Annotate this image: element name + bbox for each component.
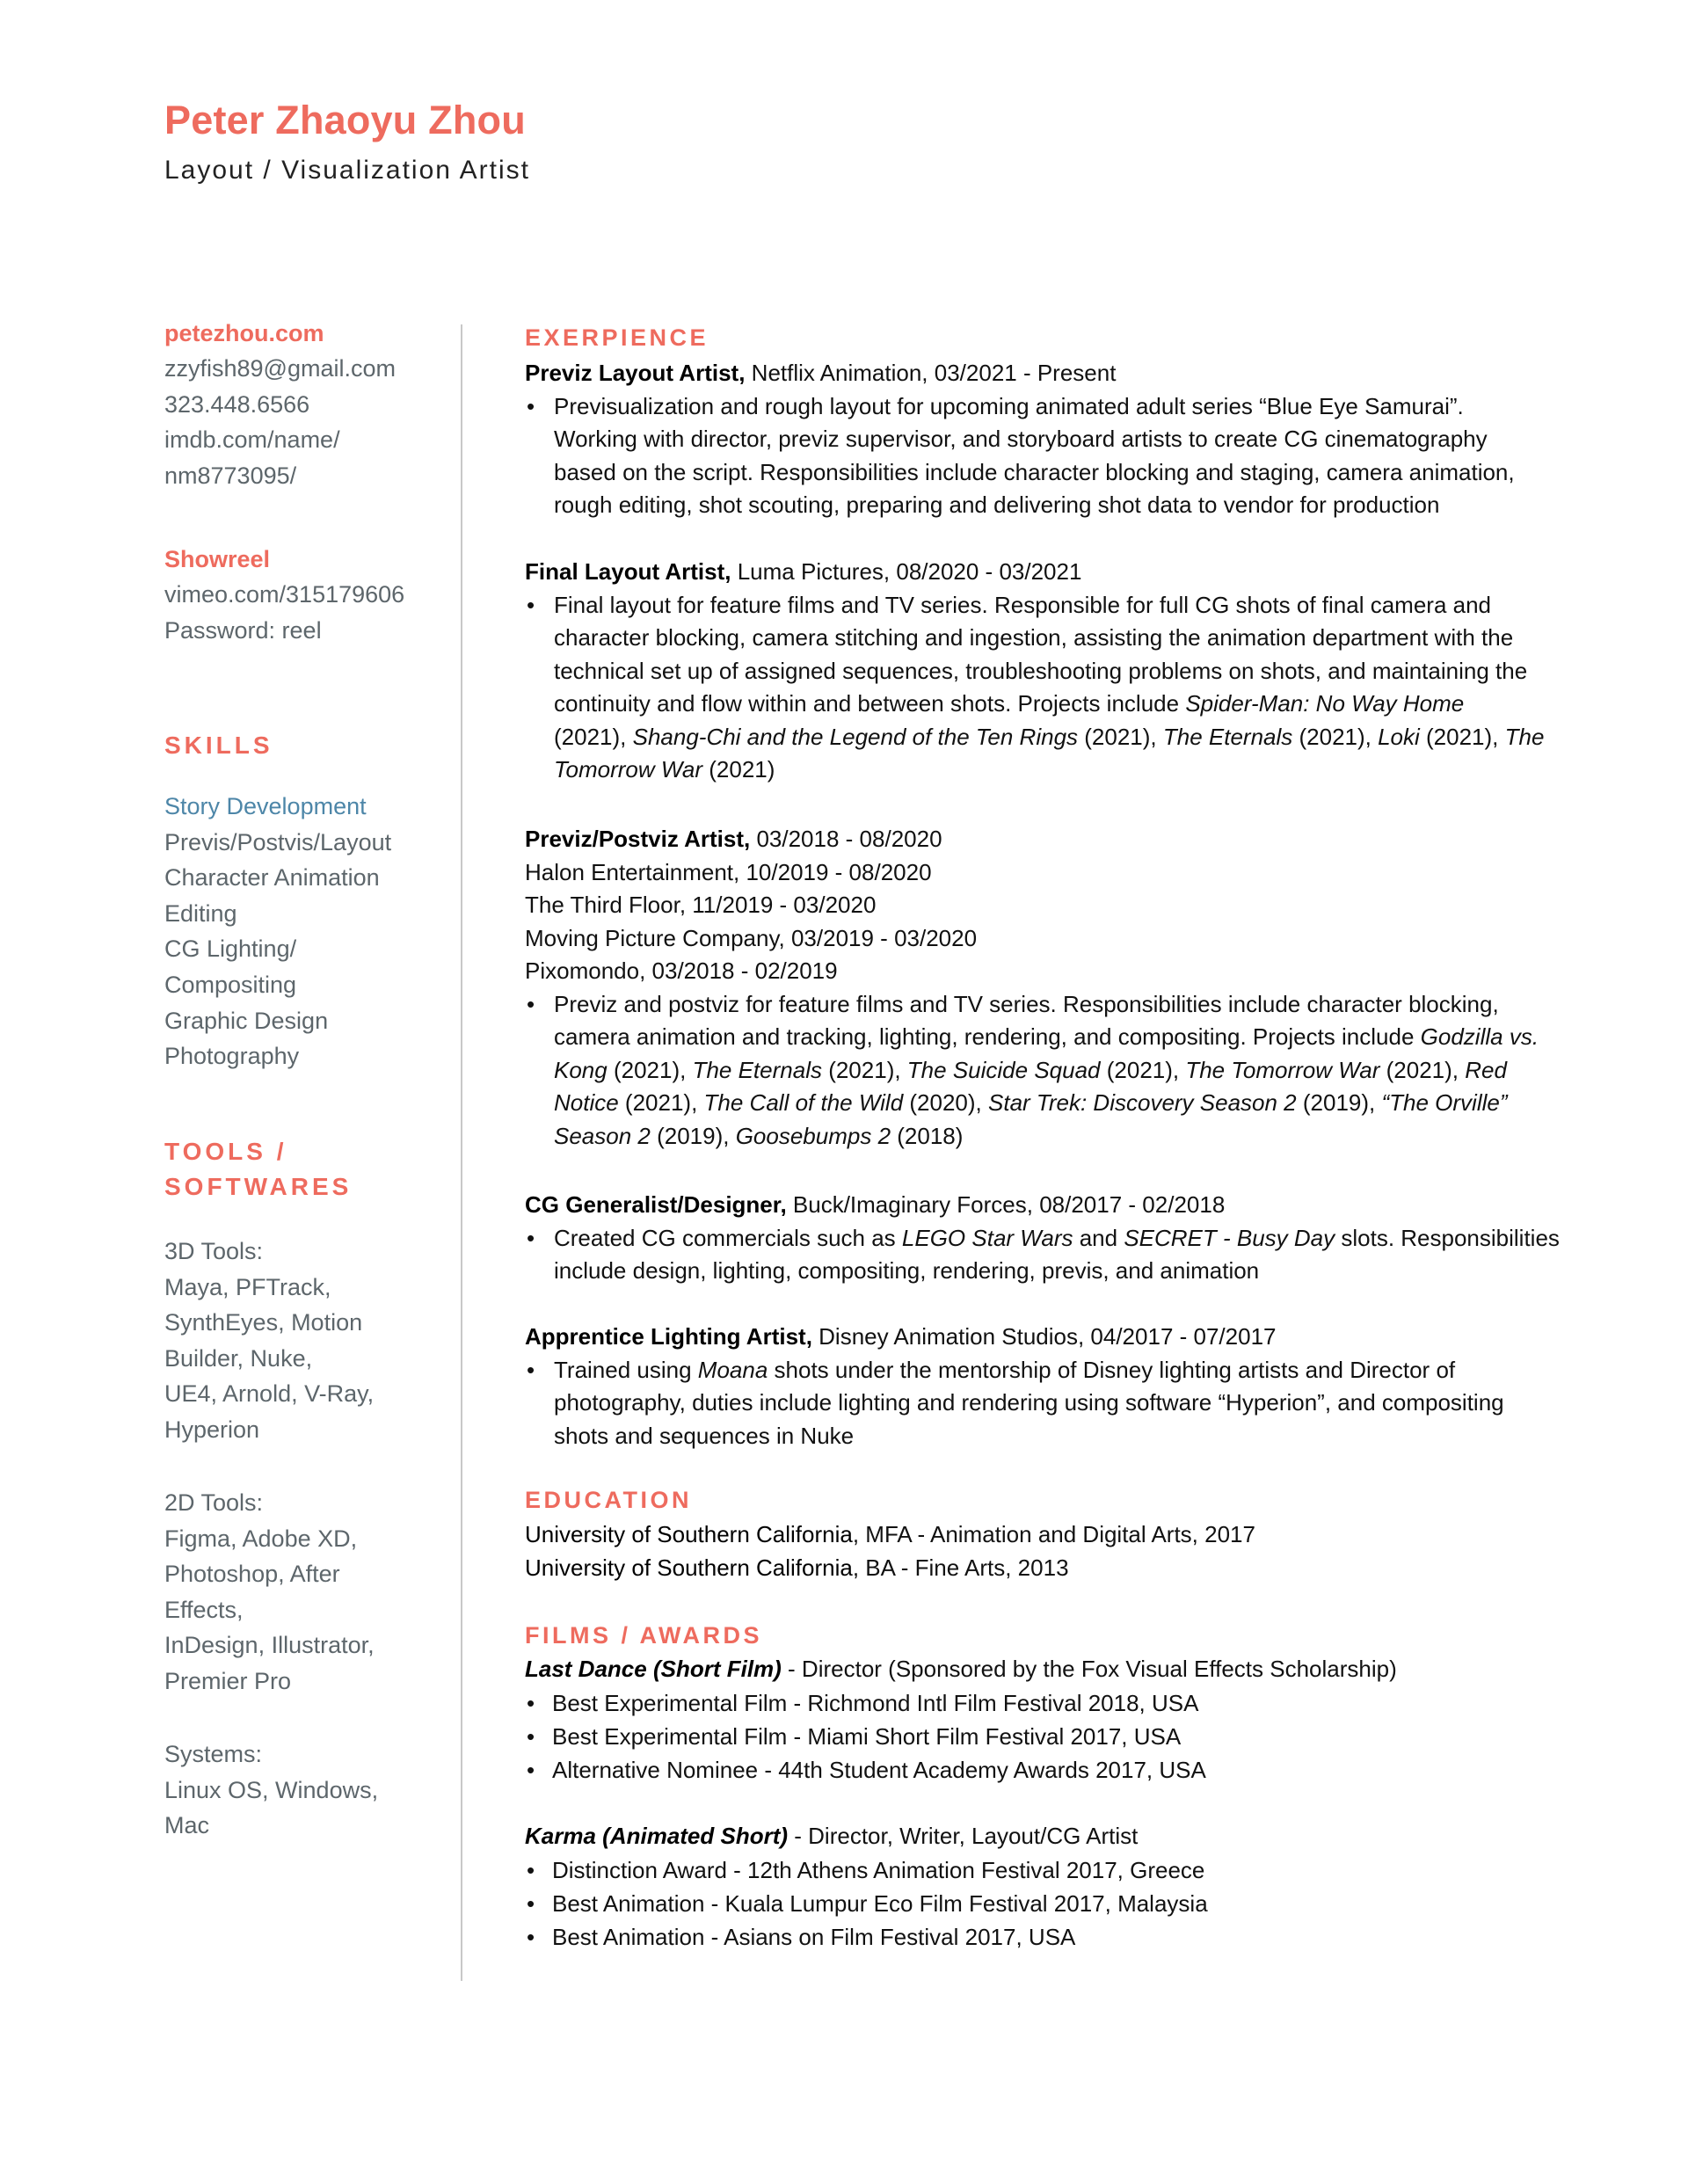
project-title: Loki [1378, 723, 1420, 750]
job-bullet [525, 390, 1536, 522]
job-bullet [525, 589, 1545, 787]
job-entry [525, 1189, 1560, 1288]
bullet-line [554, 688, 1536, 721]
bullet-text: (2021), [1379, 1056, 1466, 1083]
bullet-icon: • [527, 1689, 535, 1716]
skills-section [164, 728, 455, 763]
bullet-text: (2021), [821, 1056, 907, 1083]
contact-section [164, 316, 455, 493]
award-item [525, 1720, 1536, 1753]
tools-3d-line: Maya, PFTrack, [164, 1273, 331, 1300]
project-title: Star Trek: Discovery Season 2 [988, 1089, 1297, 1116]
job-details: 03/2018 - 08/2020 [750, 826, 942, 852]
bullet-line [554, 1021, 1539, 1054]
film-role: - Director, Writer, Layout/CG Artist [788, 1823, 1139, 1849]
bullet-icon: • [527, 1889, 535, 1917]
showreel-password: Password: reel [164, 616, 322, 644]
project-title: LEGO Star Wars [901, 1224, 1073, 1251]
award-item [525, 1686, 1536, 1720]
tools-2d-line: Effects, [164, 1596, 244, 1623]
bullet-text: (2021), [618, 1089, 704, 1116]
bullet-icon: • [527, 1756, 535, 1783]
systems-line: Mac [164, 1812, 210, 1839]
project-title: Shang-Chi and the Legend of the Ten Rings [632, 723, 1079, 750]
resume-name: Peter Zhaoyu Zhou [164, 98, 526, 142]
job-header [525, 823, 1536, 856]
bullet-text: (2021), [554, 723, 633, 750]
job-details: Netflix Animation, 03/2021 - Present [745, 360, 1117, 386]
bullet-line: Final layout for feature films and TV series. Responsible for full CG shots of final camera and [554, 591, 1492, 618]
skills-list [164, 789, 455, 1074]
tools-2d-line: Photoshop, After [164, 1561, 340, 1588]
project-title: Goosebumps 2 [735, 1122, 891, 1149]
award-item [525, 1887, 1536, 1920]
bullet-icon: • [527, 1722, 535, 1750]
award-text: Alternative Nominee - 44th Student Academy Awards 2017, USA [552, 1756, 1206, 1783]
bullet-text: (2018) [891, 1122, 964, 1149]
bullet-text: continuity and flow within and between shots. Projects include [554, 690, 1186, 717]
bullet-line: include design, lighting, compositing, rendering, previs, and animation [554, 1257, 1260, 1284]
bullet-line: Working with director, previz supervisor, and storyboard artists to create CG cinematography [554, 426, 1488, 452]
job-details: Buck/Imaginary Forces, 08/2017 - 02/2018 [786, 1191, 1226, 1218]
job-header [525, 357, 1536, 390]
tools-2d [164, 1485, 455, 1700]
bullet-text: (2019), [650, 1122, 736, 1149]
job-entry [525, 823, 1539, 1153]
award-text: Distinction Award - 12th Athens Animation Festival 2017, Greece [552, 1856, 1205, 1883]
award-text: Best Experimental Film - Miami Short Film Festival 2017, USA [552, 1722, 1182, 1750]
showreel-label: Showreel [164, 546, 271, 572]
bullet-line: technical set up of assigned sequences, troubleshooting problems on shots, and maintaining the [554, 657, 1528, 684]
project-title: Spider-Man: No Way Home [1185, 690, 1465, 717]
project-title: Godzilla vs. [1420, 1023, 1539, 1050]
skills-heading: SKILLS [164, 732, 273, 759]
skill-item: Previs/Postvis/Layout [164, 828, 392, 855]
bullet-line [554, 1222, 1560, 1256]
bullet-icon: • [527, 1356, 535, 1383]
project-title: SECRET - Busy Day [1124, 1224, 1335, 1251]
tools-heading-line1: TOOLS / [164, 1138, 287, 1165]
job-role: Previz/Postviz Artist, [525, 826, 751, 852]
tools-heading-line2: SOFTWARES [164, 1173, 353, 1200]
project-title: Tomorrow War [554, 756, 703, 783]
bullet-line: shots and sequences in Nuke [554, 1422, 855, 1449]
email-link[interactable]: zzyfish89@gmail.com [164, 355, 396, 382]
project-title: Kong [554, 1056, 608, 1083]
bullet-icon: • [527, 591, 535, 618]
project-title: Red [1465, 1056, 1507, 1083]
systems [164, 1736, 455, 1844]
bullet-text: and [1073, 1224, 1124, 1251]
project-title: The [1504, 723, 1545, 750]
bullet-line [554, 1087, 1536, 1120]
film-project [525, 1653, 1536, 1787]
experience-heading: EXERPIENCE [525, 324, 709, 351]
bullet-text: (2021) [702, 756, 775, 783]
project-title: Moana [697, 1356, 768, 1383]
bullet-icon: • [527, 392, 535, 419]
project-title: Season 2 [554, 1122, 651, 1149]
skill-item[interactable]: Story Development [164, 793, 367, 819]
imdb-link-line1[interactable]: imdb.com/name/ [164, 426, 340, 454]
job-role: CG Generalist/Designer, [525, 1191, 787, 1218]
bullet-text: Trained using [554, 1356, 698, 1383]
project-title: Notice [554, 1089, 619, 1116]
award-item [525, 1753, 1536, 1787]
bullet-icon: • [527, 1923, 535, 1950]
job-details: Disney Animation Studios, 04/2017 - 07/2017 [811, 1323, 1277, 1350]
showreel-section [164, 542, 455, 648]
job-role: Final Layout Artist, [525, 558, 731, 585]
job-role: Apprentice Lighting Artist, [525, 1323, 812, 1350]
tools-3d [164, 1234, 455, 1448]
tools-3d-label: 3D Tools: [164, 1238, 264, 1264]
bullet-icon: • [527, 1224, 535, 1251]
studio-line: Halon Entertainment, 10/2019 - 08/2020 [525, 858, 932, 885]
film-header [525, 1820, 1536, 1853]
skill-item: CG Lighting/ [164, 935, 297, 963]
bullet-line: rough editing, shot scouting, preparing and delivering shot data to vendor for production [554, 491, 1440, 518]
project-title: The Eternals [1162, 723, 1293, 750]
skill-item: Graphic Design [164, 1007, 329, 1034]
award-item [525, 1920, 1536, 1954]
award-text: Best Experimental Film - Richmond Intl Film Festival 2018, USA [552, 1689, 1199, 1716]
bullet-text: slots. Responsibilities [1335, 1224, 1560, 1251]
website-link[interactable]: petezhou.com [164, 320, 324, 346]
bullet-text: shots under the mentorship of Disney lighting artists and Director of [768, 1356, 1456, 1383]
bullet-line [554, 1354, 1536, 1387]
job-details: Luma Pictures, 08/2020 - 03/2021 [731, 558, 1082, 585]
film-project [525, 1820, 1536, 1954]
column-divider [461, 324, 462, 1981]
tools-2d-label: 2D Tools: [164, 1489, 264, 1516]
bullet-text: (2021), [1100, 1056, 1186, 1083]
job-bullet [525, 988, 1539, 1154]
tools-3d-line: Hyperion [164, 1416, 260, 1443]
project-title: The Tomorrow War [1185, 1056, 1380, 1083]
project-title: The Call of the Wild [703, 1089, 904, 1116]
phone-number: 323.448.6566 [164, 390, 310, 418]
bullet-text: Created CG commercials such as [554, 1224, 902, 1251]
degree-details: , BA - Fine Arts, 2013 [852, 1554, 1069, 1581]
systems-line: Linux OS, Windows, [164, 1776, 379, 1803]
bullet-line [554, 753, 1536, 787]
bullet-text: (2021), [607, 1056, 693, 1083]
education-entry [525, 1518, 1536, 1552]
film-title: Karma (Animated Short) [525, 1823, 789, 1849]
bullet-text: (2021), [1292, 723, 1379, 750]
job-role: Previz Layout Artist, [525, 360, 746, 386]
tools-2d-line: Premier Pro [164, 1667, 292, 1694]
award-text: Best Animation - Kuala Lumpur Eco Film Festival 2017, Malaysia [552, 1889, 1208, 1917]
studio-line: The Third Floor, 11/2019 - 03/2020 [525, 892, 877, 918]
skill-item: Editing [164, 899, 237, 927]
studio-line: Pixomondo, 03/2018 - 02/2019 [525, 957, 838, 984]
bullet-text: (2021), [1419, 723, 1505, 750]
skill-item: Compositing [164, 971, 297, 998]
bullet-text: camera animation and tracking, lighting, rendering, and compositing. Projects include [554, 1023, 1421, 1050]
tools-3d-line: Builder, Nuke, [164, 1344, 313, 1372]
education-entry [525, 1552, 1536, 1585]
bullet-line: character blocking, camera stitching and ingestion, assisting the animation department with the [554, 624, 1514, 651]
education-heading: EDUCATION [525, 1487, 692, 1513]
bullet-text: (2020), [903, 1089, 988, 1116]
job-bullet [525, 1222, 1560, 1288]
education-list [525, 1518, 1536, 1584]
job-entry [525, 1321, 1536, 1452]
imdb-link-line2[interactable]: nm8773095/ [164, 462, 297, 489]
resume-title: Layout / Visualization Artist [164, 156, 530, 185]
showreel-link[interactable]: vimeo.com/315179606 [164, 581, 405, 608]
film-role: - Director (Sponsored by the Fox Visual Effects Scholarship) [781, 1656, 1397, 1682]
job-header [525, 556, 1536, 589]
bullet-line: Previsualization and rough layout for upcoming animated adult series “Blue Eye Samurai”. [554, 392, 1464, 419]
bullet-line [554, 1120, 1536, 1154]
tools-2d-line: InDesign, Illustrator, [164, 1632, 375, 1659]
job-bullet [525, 1354, 1536, 1453]
school-name: University of Southern California [525, 1521, 853, 1547]
project-title: The Suicide Squad [906, 1056, 1101, 1083]
film-title: Last Dance (Short Film) [525, 1656, 782, 1682]
award-item [525, 1853, 1536, 1887]
project-title: “The Orville” [1381, 1089, 1508, 1116]
degree-details: , MFA - Animation and Digital Arts, 2017 [852, 1521, 1255, 1547]
school-name: University of Southern California [525, 1554, 853, 1581]
bullet-line: Previz and postviz for feature films and TV series. Responsibilities include character blocking, [554, 990, 1499, 1017]
bullet-line: based on the script. Responsibilities include character blocking and staging, camera animation, [554, 458, 1515, 485]
job-entry [525, 556, 1545, 787]
tools-3d-line: SynthEyes, Motion [164, 1309, 363, 1336]
studio-line: Moving Picture Company, 03/2019 - 03/2020 [525, 924, 978, 951]
film-header [525, 1653, 1536, 1686]
bullet-icon: • [527, 1856, 535, 1883]
films-heading: FILMS / AWARDS [525, 1622, 762, 1649]
job-header [525, 1321, 1536, 1354]
bullet-text: (2021), [1078, 723, 1163, 750]
award-text: Best Animation - Asians on Film Festival 2017, USA [552, 1923, 1076, 1950]
skill-item: Photography [164, 1043, 300, 1070]
bullet-line: photography, duties include lighting and rendering using software “Hyperion”, and compositing [554, 1389, 1504, 1416]
bullet-icon: • [527, 990, 535, 1017]
bullet-line [554, 1054, 1536, 1088]
tools-2d-line: Figma, Adobe XD, [164, 1525, 358, 1552]
bullet-text: (2019), [1296, 1089, 1382, 1116]
bullet-line [554, 721, 1545, 754]
tools-3d-line: UE4, Arnold, V-Ray, [164, 1380, 375, 1408]
skill-item: Character Animation [164, 864, 380, 892]
job-header [525, 1189, 1536, 1222]
project-title: The Eternals [692, 1056, 822, 1083]
job-entry [525, 357, 1536, 522]
systems-label: Systems: [164, 1741, 263, 1767]
tools-section [164, 1134, 455, 1205]
